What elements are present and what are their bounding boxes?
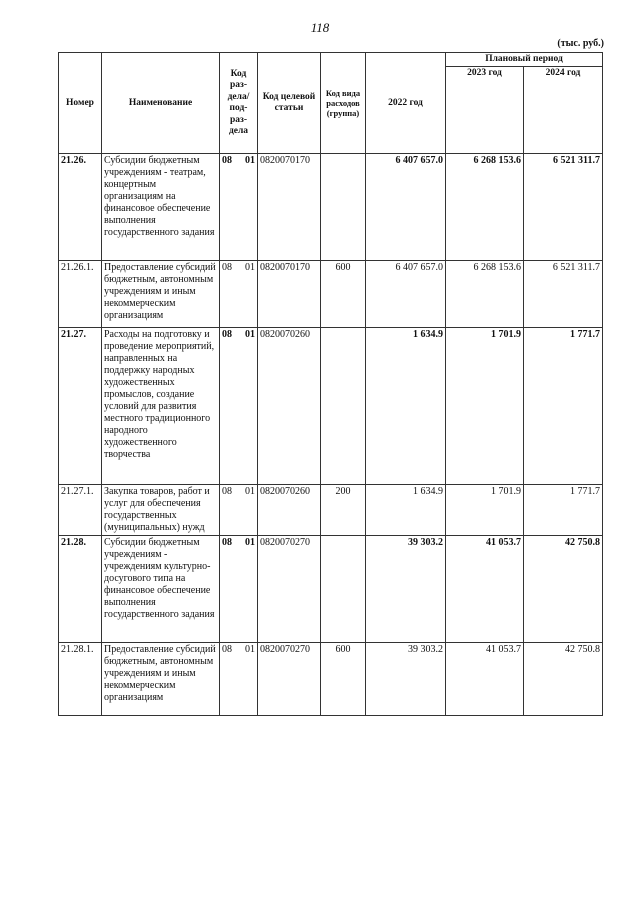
row-2023: 1 701.9 bbox=[446, 328, 524, 485]
header-number: Номер bbox=[59, 53, 102, 154]
row-section bbox=[220, 643, 258, 716]
row-name: Закупка товаров, работ и услуг для обеспечения государственных (муниципальных) нужд bbox=[102, 485, 220, 536]
row-target: 0820070170 bbox=[258, 261, 321, 328]
units-label: (тыс. руб.) bbox=[557, 38, 604, 49]
row-expense bbox=[321, 536, 366, 643]
row-expense: 200 bbox=[321, 485, 366, 536]
table-row bbox=[59, 328, 603, 485]
row-number: 21.26.1. bbox=[59, 261, 102, 328]
row-name: Субсидии бюджетным учреждениям - учреждениям культурно-досугового типа на финансовое обеспечение выполнения государственного задания bbox=[102, 536, 220, 643]
table-row bbox=[59, 261, 603, 328]
page-number: 118 bbox=[310, 20, 330, 35]
row-section bbox=[220, 485, 258, 536]
row-target: 0820070270 bbox=[258, 536, 321, 643]
subsection-code: 01 bbox=[245, 329, 255, 341]
row-target: 0820070260 bbox=[258, 485, 321, 536]
row-section bbox=[220, 536, 258, 643]
row-name: Субсидии бюджетным учреждениям - театрам, концертным организациям на финансовое обеспечение выполнения государственного задания bbox=[102, 154, 220, 261]
row-2023: 41 053.7 bbox=[446, 536, 524, 643]
subsection-code: 01 bbox=[245, 644, 255, 656]
row-expense bbox=[321, 328, 366, 485]
row-name: Предоставление субсидий бюджетным, автономным учреждениям и иным некоммерческим организациям bbox=[102, 643, 220, 716]
row-2024: 42 750.8 bbox=[524, 643, 603, 716]
header-planned: Плановый период bbox=[446, 53, 603, 67]
row-expense bbox=[321, 154, 366, 261]
row-2022: 6 407 657.0 bbox=[366, 261, 446, 328]
row-target: 0820070170 bbox=[258, 154, 321, 261]
row-2022: 39 303.2 bbox=[366, 643, 446, 716]
header-target: Код целевой статьи bbox=[258, 53, 321, 154]
budget-table bbox=[58, 52, 603, 716]
row-2023: 41 053.7 bbox=[446, 643, 524, 716]
row-section bbox=[220, 328, 258, 485]
table-row bbox=[59, 643, 603, 716]
header-name: Наименование bbox=[102, 53, 220, 154]
row-expense: 600 bbox=[321, 643, 366, 716]
header-2024: 2024 год bbox=[524, 67, 603, 154]
section-code: 08 bbox=[222, 486, 232, 498]
row-2023: 1 701.9 bbox=[446, 485, 524, 536]
row-target: 0820070270 bbox=[258, 643, 321, 716]
row-2022: 1 634.9 bbox=[366, 485, 446, 536]
row-section bbox=[220, 261, 258, 328]
row-2024: 42 750.8 bbox=[524, 536, 603, 643]
header-2023: 2023 год bbox=[446, 67, 524, 154]
row-2024: 6 521 311.7 bbox=[524, 261, 603, 328]
table-row bbox=[59, 154, 603, 261]
section-code: 08 bbox=[222, 537, 232, 549]
row-name: Расходы на подготовку и проведение мероприятий, направленных на поддержку народных художественных промыслов, создание условий для развития местного традиционного народного художественного творчества bbox=[102, 328, 220, 485]
row-2022: 1 634.9 bbox=[366, 328, 446, 485]
subsection-code: 01 bbox=[245, 262, 255, 274]
row-number: 21.28.1. bbox=[59, 643, 102, 716]
row-target: 0820070260 bbox=[258, 328, 321, 485]
section-code: 08 bbox=[222, 329, 232, 341]
row-number: 21.27.1. bbox=[59, 485, 102, 536]
header-section: Код раз-дела/ под-раз-дела bbox=[220, 53, 258, 154]
row-2023: 6 268 153.6 bbox=[446, 261, 524, 328]
header-expense: Код вида расходов (группа) bbox=[321, 53, 366, 154]
row-number: 21.26. bbox=[59, 154, 102, 261]
section-code: 08 bbox=[222, 644, 232, 656]
row-2023: 6 268 153.6 bbox=[446, 154, 524, 261]
table-row bbox=[59, 485, 603, 536]
row-number: 21.28. bbox=[59, 536, 102, 643]
subsection-code: 01 bbox=[245, 537, 255, 549]
table-row bbox=[59, 536, 603, 643]
subsection-code: 01 bbox=[245, 486, 255, 498]
row-number: 21.27. bbox=[59, 328, 102, 485]
row-2024: 6 521 311.7 bbox=[524, 154, 603, 261]
row-section bbox=[220, 154, 258, 261]
section-code: 08 bbox=[222, 155, 232, 167]
row-2024: 1 771.7 bbox=[524, 328, 603, 485]
row-2024: 1 771.7 bbox=[524, 485, 603, 536]
subsection-code: 01 bbox=[245, 155, 255, 167]
row-expense: 600 bbox=[321, 261, 366, 328]
row-2022: 39 303.2 bbox=[366, 536, 446, 643]
header-2022: 2022 год bbox=[366, 53, 446, 154]
row-name: Предоставление субсидий бюджетным, автономным учреждениям и иным некоммерческим организациям bbox=[102, 261, 220, 328]
row-2022: 6 407 657.0 bbox=[366, 154, 446, 261]
section-code: 08 bbox=[222, 262, 232, 274]
